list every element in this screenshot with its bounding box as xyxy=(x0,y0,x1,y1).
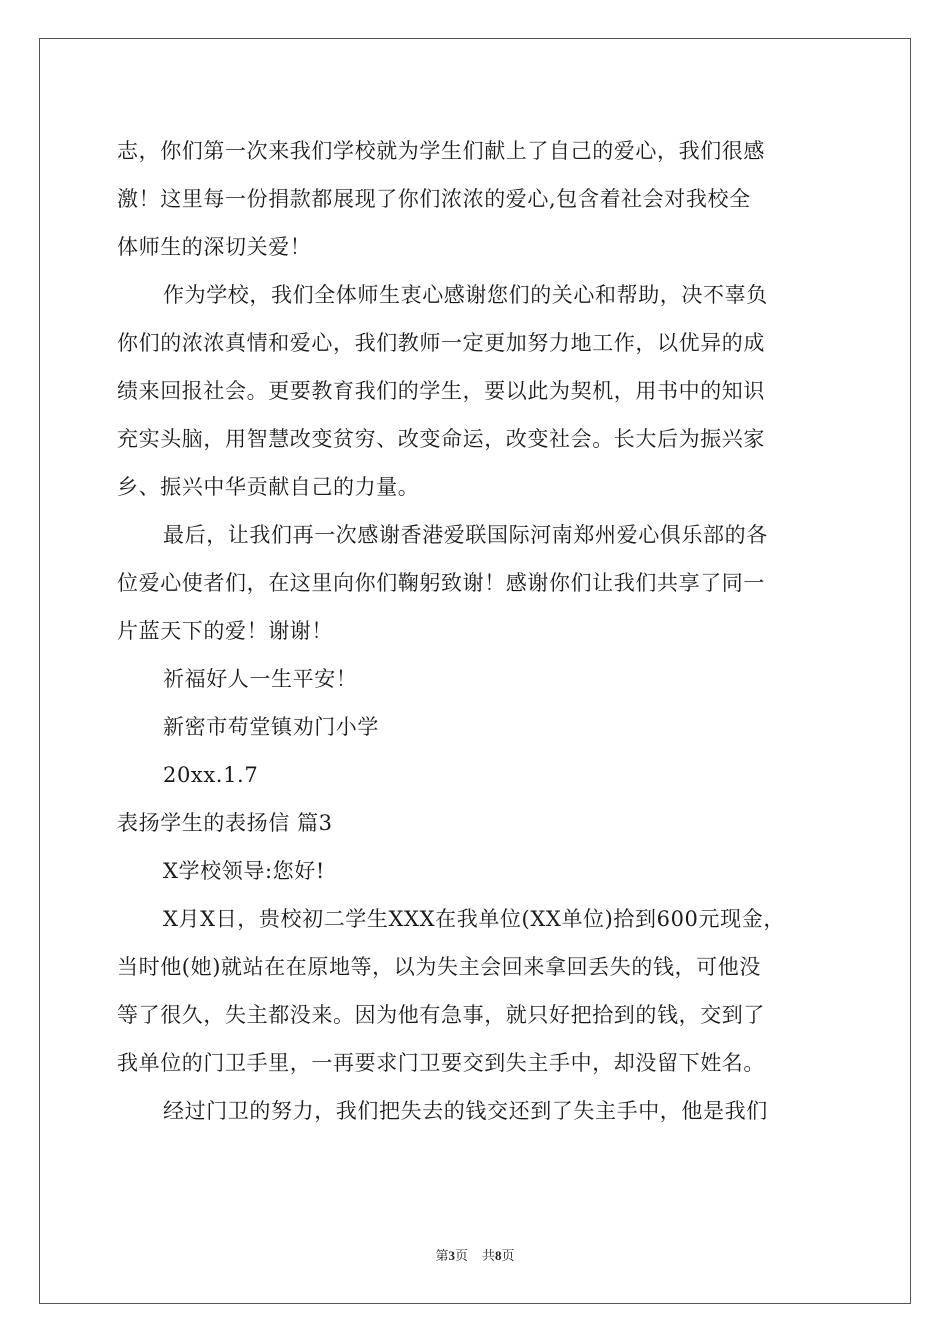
paragraph-start: X月X日，贵校初二学生XXX在我单位(XX单位)拾到600元现金， xyxy=(163,907,785,931)
document-body xyxy=(117,127,832,1135)
total-prefix: 共 xyxy=(482,1249,496,1264)
text-line: 志，你们第一次来我们学校就为学生们献上了自己的爱心，我们很感 xyxy=(117,139,765,163)
text-line: 绩来回报社会。更要教育我们的学生，要以此为契机，用书中的知识 xyxy=(117,379,765,403)
page-footer xyxy=(0,1245,950,1264)
text-line: 激！这里每一份捐款都展现了你们浓浓的爱心,包含着社会对我校全 xyxy=(117,187,751,211)
text-line: 充实头脑，用智慧改变贫穷、改变命运，改变社会。长大后为振兴家 xyxy=(117,427,765,451)
text-line: 位爱心使者们，在这里向你们鞠躬致谢！感谢你们让我们共享了同一 xyxy=(117,571,765,595)
signature-school: 新密市苟堂镇劝门小学 xyxy=(163,715,379,739)
page-prefix: 第 xyxy=(435,1249,449,1264)
text-line: 我单位的门卫手里，一再要求门卫要交到失主手中，却没留下姓名。 xyxy=(117,1051,765,1075)
text-line: 当时他(她)就站在在原地等，以为失主会回来拿回丢失的钱，可他没 xyxy=(117,955,761,979)
blessing-line: 祈福好人一生平安！ xyxy=(163,667,358,691)
text-line: 你们的浓浓真情和爱心，我们教师一定更加努力地工作，以优异的成 xyxy=(117,331,765,355)
total-suffix: 页 xyxy=(501,1249,515,1264)
paragraph-start: 作为学校，我们全体师生衷心感谢您们的关心和帮助，决不辜负 xyxy=(163,283,768,307)
text-line: 片蓝天下的爱！谢谢！ xyxy=(117,619,333,643)
page-current: 3 xyxy=(448,1248,455,1263)
text-line: 乡、振兴中华贡献自己的力量。 xyxy=(117,475,420,499)
page-total: 8 xyxy=(495,1248,502,1263)
paragraph-start: 最后，让我们再一次感谢香港爱联国际河南郑州爱心俱乐部的各 xyxy=(163,523,768,547)
text-line: 体师生的深切关爱！ xyxy=(117,235,312,259)
text-line: 等了很久，失主都没来。因为他有急事，就只好把拾到的钱，交到了 xyxy=(117,1003,765,1027)
section-heading: 表扬学生的表扬信 篇3 xyxy=(117,811,333,835)
salutation: X学校领导:您好! xyxy=(163,859,325,883)
page-suffix: 页 xyxy=(454,1249,468,1264)
signature-date: 20xx.1.7 xyxy=(163,763,259,787)
paragraph-start: 经过门卫的努力，我们把失去的钱交还到了失主手中，他是我们 xyxy=(163,1099,768,1123)
